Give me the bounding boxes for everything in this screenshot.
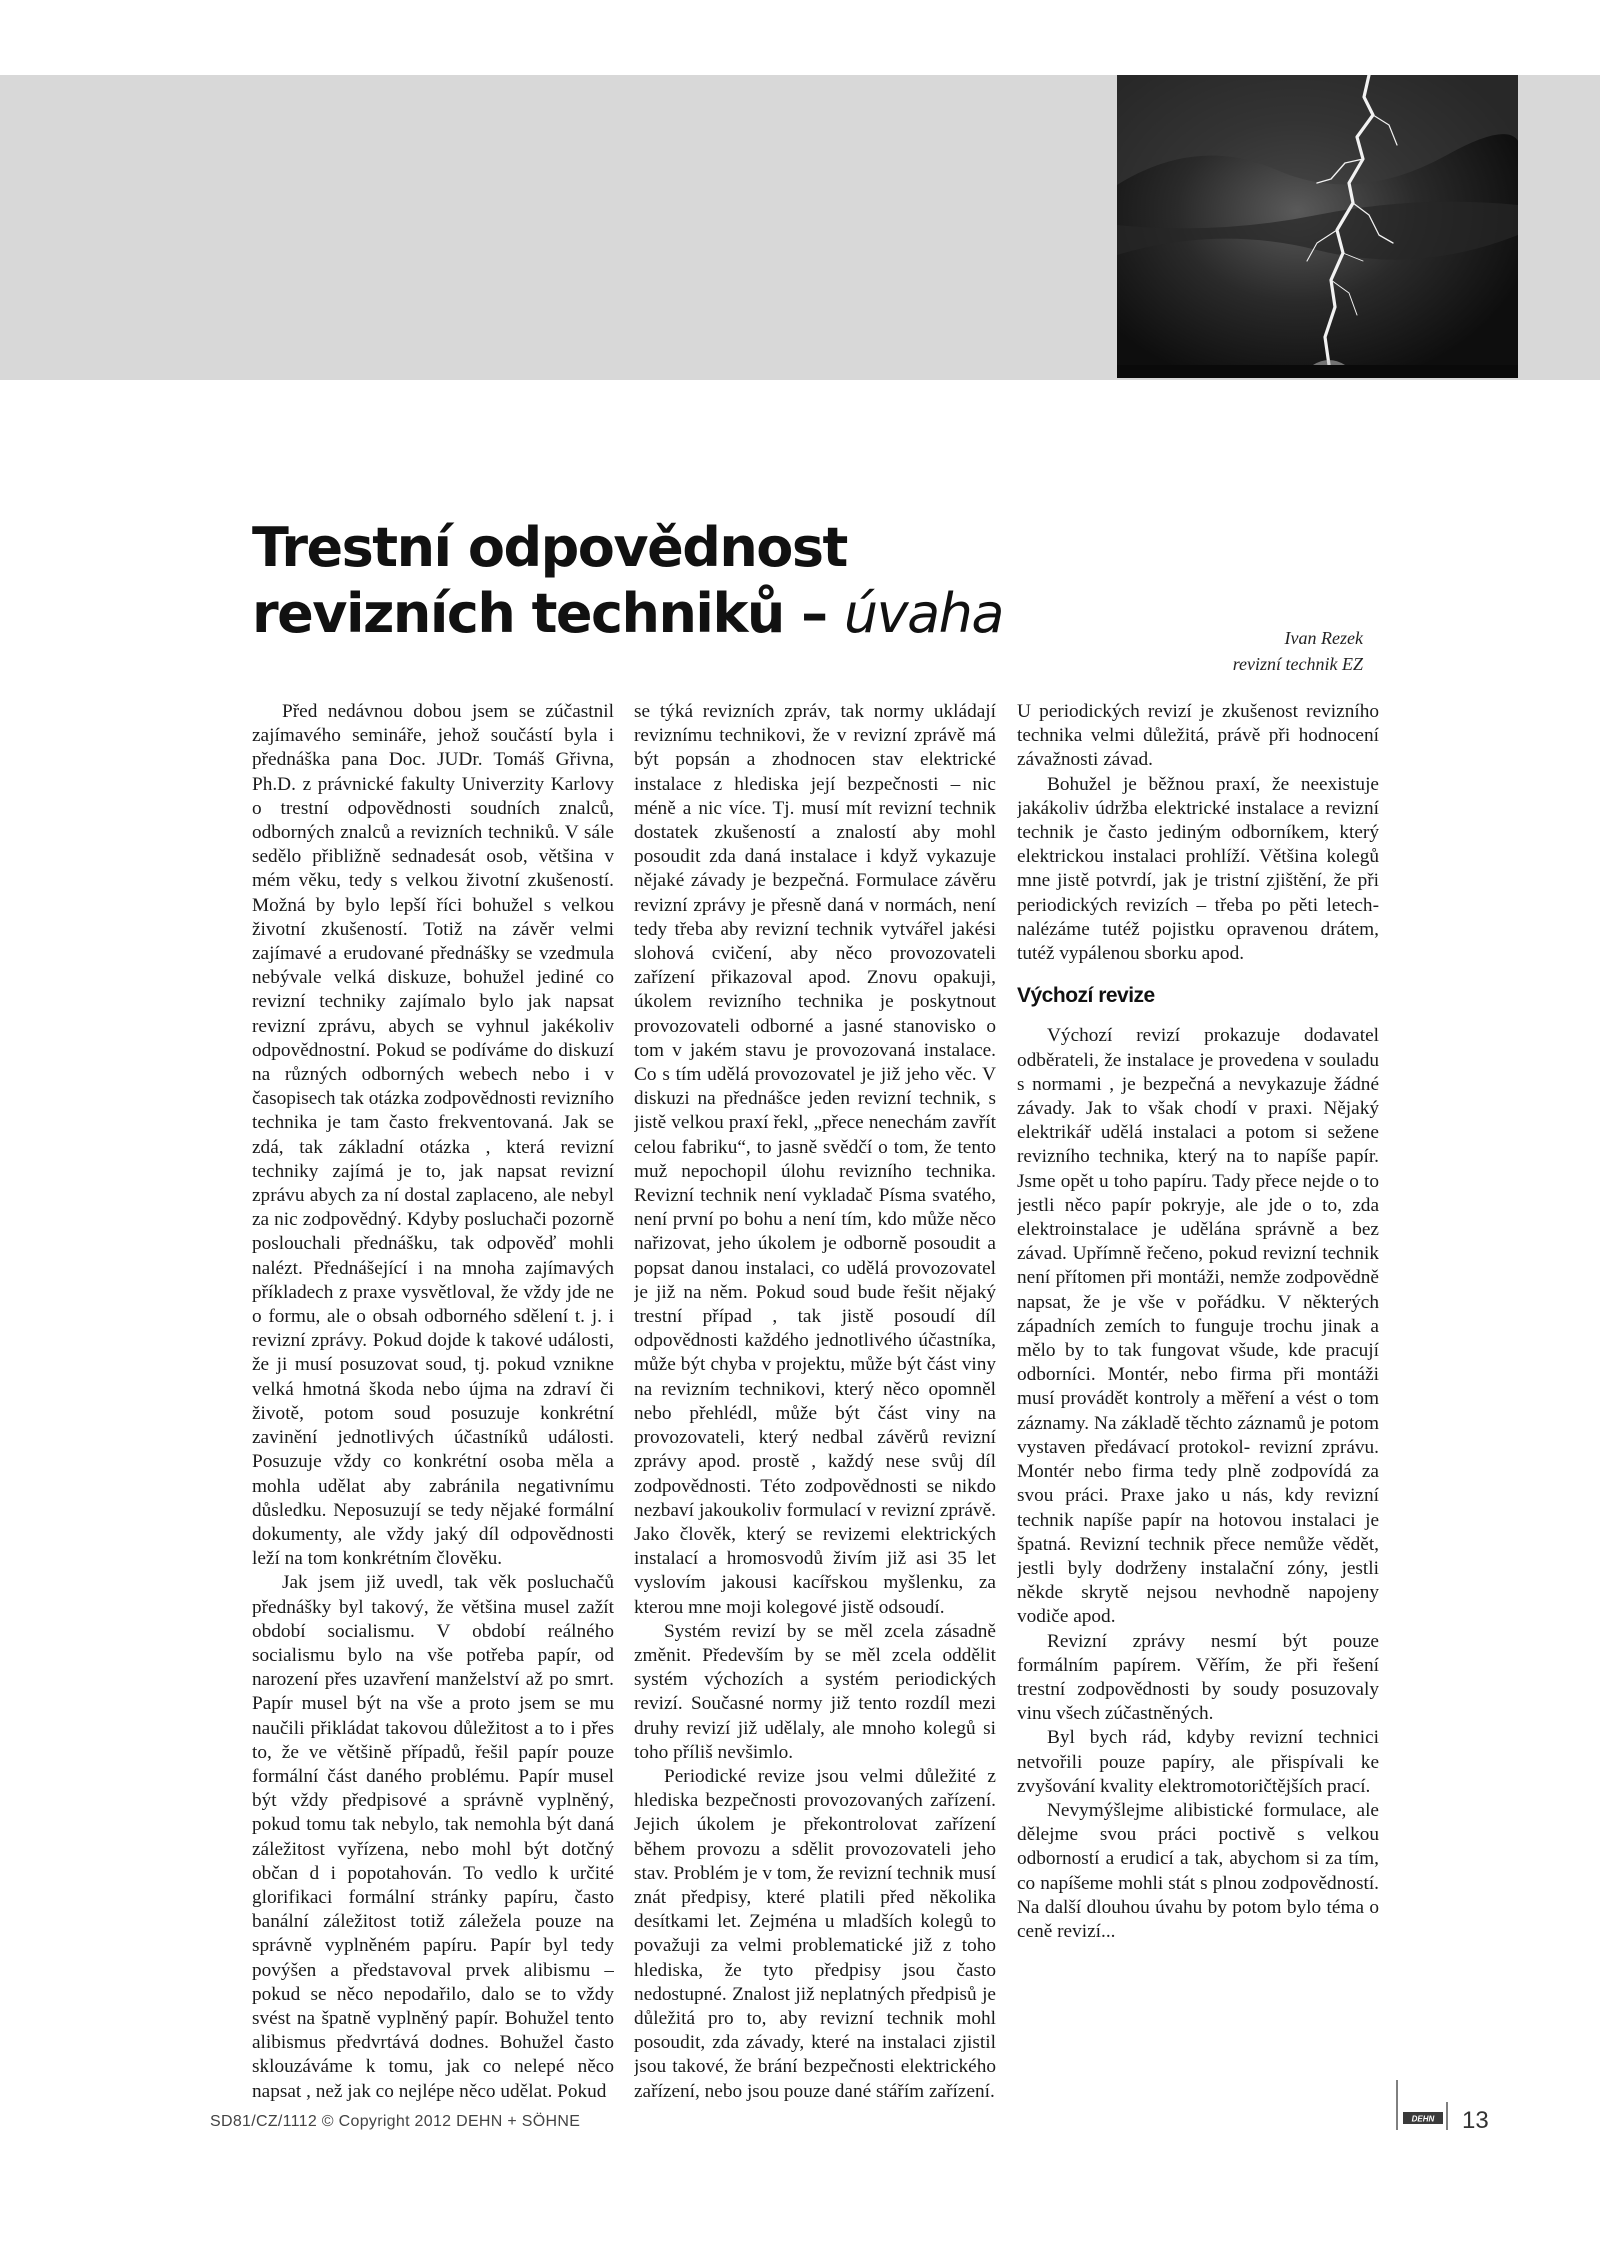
dehn-logo (1395, 2080, 1449, 2130)
article-title (252, 515, 1052, 647)
paragraph-8: Byl bych rád, kdyby revizní technici netvořili pouze papíry, ale přispívali ke zvyšování kvality elektromotoričtějších prací. (1017, 1727, 1379, 1797)
author-name: Ivan Rezek (1284, 628, 1363, 648)
paragraph-4-cont: U periodických revizí je zkušenost revizního technika velmi důležitá, právě při hodnocení závažnosti závad. (1017, 701, 1379, 771)
column-1 (252, 700, 614, 2120)
column-2 (634, 700, 996, 2120)
paragraph-2-cont: se týká revizních zpráv, tak normy ukládají reviznímu technikovi, že v revizní zprávě má být popsán a zhodnocen stav elektrické instalace z hlediska její bezpečnosti – nic méně a nic více. Tj. musí mít revizní technik dostatek zkušeností a znalostí aby mohl posoudit zda daná instalace i když vykazuje nějaké závady je bezpečná. Formulace závěru revizní zprávy je přesně daná v normách, není tedy třeba aby revizní technik vytvářel jakési slohová cvičení, aby něco provozovateli zařízení přikazoval apod. Znovu opakuji, úkolem revizního technika je poskytnout provozovateli odborné a jasné stanovisko o tom v jakém stavu je provozovaná instalace. Co s tím udělá provozovatel je již jeho věc. V diskuzi na přednášce jeden revizní technik, s jistě velkou praxí řekl, „přece nenechám zavřít celou fabriku“, to jasně svědčí o tom, že tento muž nepochopil úlohu revizního technika. Revizní technik není vykladač Písma svatého, není první po bohu a není tím, kdo může něco nařizovat, jeho úkolem je odborně posoudit a popsat danou instalaci, co udělá provozovatel je již na něm. Pokud soud bude řešit nějaký trestní případ , tak jistě posoudí díl odpovědnosti každého jednotlivého účastníka, může být chyba v projektu, může být část viny na revizním technikovi, který něco opomněl nebo přehlédl, může být část viny na provozovateli, který nedbal závěrů revizní zprávy apod. prostě , každý nese svůj díl zodpovědnosti. Této zodpovědnosti se nikdo nezbaví jakoukoliv formulací v revizní zprávě. Jako člověk, který se revizemi elektrických instalací a hromosvodů živím již asi 35 let vyslovím jakousi kacířskou myšlenku, za kterou mne moji kolegové jistě odsoudí. (634, 701, 996, 1618)
paragraph-4: Periodické revize jsou velmi důležité z hlediska bezpečnosti provozovaných zařízení. Jejich úkolem je překontrolovat zařízení během provozu a sdělit provozovateli jeho stav. Problém je v tom, že revizní technik musí znát předpisy, které platili před několika desítkami let. Zejména u mladších kolegů to považuji za velmi problematické již z toho hlediska, že tyto předpisy jsou často nedostupné. Znalost již neplatných předpisů je důležitá pro to, aby revizní technik mohl posoudit, zda závady, které na instalaci zjistil jsou takové, že brání bezpečnosti elektrického zařízení, nebo jsou pouze dané stářím zařízení. (634, 1765, 996, 2102)
author-role: revizní technik EZ (1232, 654, 1363, 674)
author-block (1233, 625, 1363, 677)
title-line-2-italic: úvaha (843, 582, 1003, 645)
title-line-2-main: revizních techniků – (252, 582, 844, 645)
paragraph-3: Systém revizí by se měl zcela zásadně změnit. Především by se měl zcela oddělit systém výchozích a systém periodických revizí. Současné normy již tento rozdíl mezi druhy revizí již udělaly, ale mnoho kolegů si toho příliš nevšimlo. (634, 1620, 996, 1763)
paragraph-5: Bohužel je běžnou praxí, že neexistuje jakákoliv údržba elektrické instalace a revizní technik je často jediným odborníkem, který elektrickou instalaci prohlíží. Většina kolegů mne jistě potvrdí, jak je tristní zjištění, že při periodických revizích – třeba po pěti letech- nalézáme tutéž pojistku opravenou drátem, tutéž vypálenou sborku apod. (1017, 773, 1379, 965)
paragraph-2: Jak jsem již uvedl, tak věk posluchačů přednášky byl takový, že většina musel zažít období socialismu. V období reálného socialismu bylo na vše potřeba papír, od narození přes uzavření manželství až po smrt. Papír musel být na vše a proto jsem se mu naučili přikládat takovou důležitost a to i přes to, že ve většině případů, řešil papír pouze formální část daného problému. Papír musel být vždy předpisové a správně vyplněný, pokud tomu tak nebylo, tak nemohla být daná záležitost vyřízena, nebo mohl být dotčný občan d i popotahován. To vedlo k určité glorifikaci formální stránky papíru, často banální záležitost totiž záležela pouze na správně vyplněném papíru. Papír byl tedy povýšen a představoval prvek alibismu – pokud se něco nepodařilo, dalo se to vždy svést na špatně vyplněný papír. Bohužel tento alibismus předvrtává dodnes. Bohužel často sklouzáváme k tomu, jak co nelepé něco napsat , než jak co nejlépe něco udělat. Pokud (252, 1572, 614, 2102)
paragraph-9: Nevymýšlejme alibistické formulace, ale dělejme svou práci poctivě s velkou odborností a erudicí a tak, abychom si za tím, co napíšeme mohli stát s plnou zodpovědností. Na další dlouhou úvahu by potom bylo téma o ceně revizí... (1017, 1799, 1379, 1942)
paragraph-1: Před nedávnou dobou jsem se zúčastnil zajímavého semináře, jehož součástí byla i přednáška pana Doc. JUDr. Tomáš Gřivna, Ph.D. z právnické fakulty Univerzity Karlovy o trestní odpovědnosti soudních znalců, odborných znalců a revizních techniků. V sále sedělo přibližně sednadesát osob, většina v mém věku, tedy s velkou životní zkušeností. Možná by bylo lepší říci bohužel s velkou životní zkušeností. Totiž na závěr velmi zajímavé a erudované přednášky se vzedmula nebývale velká diskuze, bohužel jediné co revizní techniky zajímalo bylo jak napsat revizní zprávu, abych se vyhnul jakékoliv odpovědnostní. Pokud se podíváme do diskuzí na různých odborných webech nebo i v časopisech tak otázka zodpovědnosti revizního technika je tam často frekventovaná. Jak se zdá, tak základní otázka , která revizní techniky zajímá je to, jak napsat revizní zprávu abych za ní dostal zaplaceno, ale nebyl za nic zodpovědný. Kdyby posluchači pozorně poslouchali přednášku, tak odpověď mohli nalézt. Přednášející i na mnoha zajímavých příkladech z praxe vysvětloval, že vždy jde ne o formu, ale o obsah odborného sdělení t. j. i revizní zprávy. Pokud dojde k takové události, že ji musí posuzovat soud, tj. pokud vznikne velká hmotná škoda nebo újma na zdraví či životě, potom soud posuzuje konkrétní zavinění jednotlivých účastníků události. Posuzuje vždy co konkrétní osoba měla a mohla udělat aby zabránila negativnímu důsledku. Neposuzují se tedy nějaké formální dokumenty, ale vždy jaký díl odpovědnosti leží na tom konkrétním člověku. (252, 701, 614, 1570)
title-line-2 (252, 581, 1052, 647)
page-number: 13 (1462, 2107, 1489, 2134)
copyright-notice: SD81/CZ/1112 © Copyright 2012 DEHN + SÖHNE (210, 2113, 581, 2130)
paragraph-7: Revizní zprávy nesmí být pouze formálním papírem. Věřím, že při řešení trestní zodpovědnosti by soudy posuzovaly vinu všech zúčastněných. (1017, 1630, 1379, 1725)
lightning-photo (1117, 75, 1518, 378)
title-line-1: Trestní odpovědnost (252, 516, 847, 579)
column-3 (1017, 700, 1379, 2120)
logo-text: DEHN (1411, 2114, 1435, 2124)
paragraph-6: Výchozí revizí prokazuje dodavatel odběrateli, že instalace je provedena v souladu s normami , je bezpečná a nevykazuje žádné závady. Jak to však chodí v praxi. Nějaký elektrikář udělá instalaci a potom si sežene revizního technika, který na to napíše papír. Jsme opět u toho papíru. Tady přece nejde o to jestli něco papír pokryje, ale jde o to, zda elektroinstalace je udělána správně a bez závad. Upřímně řečeno, pokud revizní technik není přítomen při montáži, nemže zodpovědně napsat, že je vše v pořádku. V některých západních zemích to funguje trochu jinak a mělo by to tak fungovat všude, kde pracují odborníci. Montér, nebo firma při montáži musí provádět kontroly a měření a vést o tom záznamy. Na základě těchto záznamů je potom vystaven předávací protokol- revizní zprávu. Montér nebo firma tedy plně zodpovídá za svou práci. Praxe jako u nás, kdy revizní technik napíše papír na hotovou instalaci je špatná. Revizní technik přece nemůže vědět, jestli byly dodrženy instalační zóny, jestli někde skrytě nejsou nevhodně napojeny vodiče apod. (1017, 1025, 1379, 1628)
section-heading: Výchozí revize (1017, 984, 1155, 1008)
